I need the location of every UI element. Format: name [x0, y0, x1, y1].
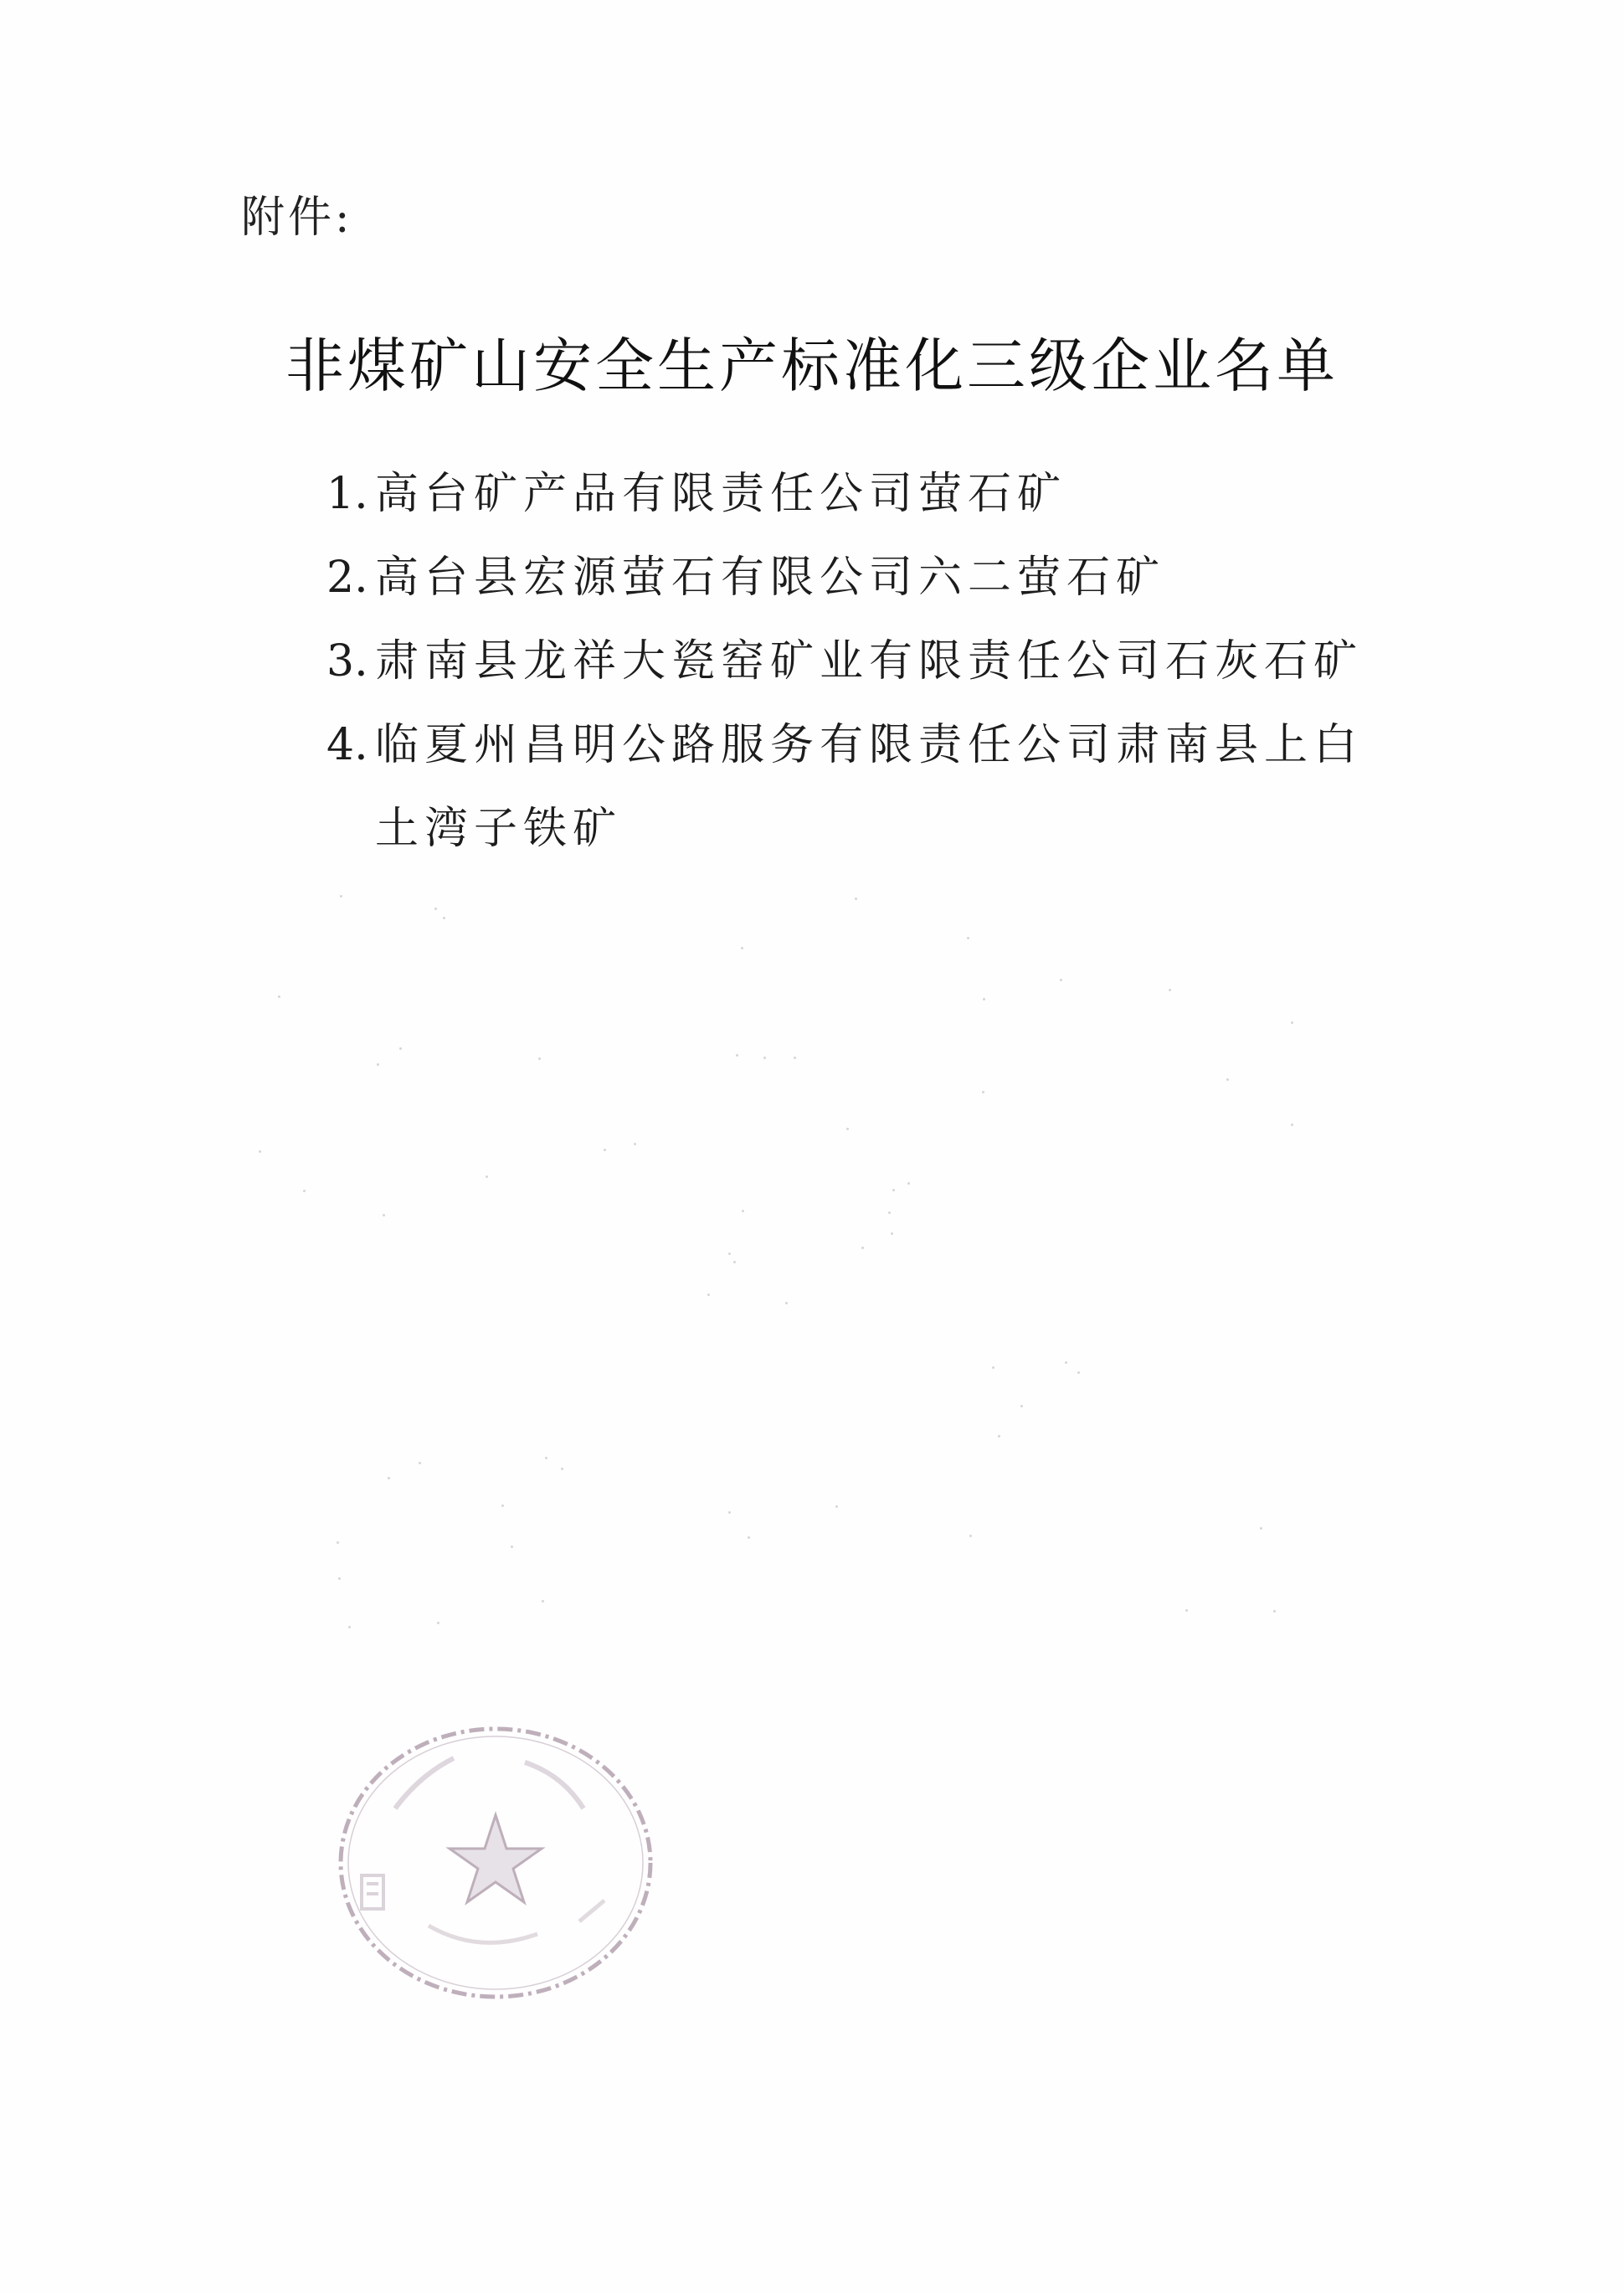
scan-speck	[545, 1457, 547, 1459]
list-item	[326, 620, 1390, 703]
list-item-text: 高台矿产品有限责任公司萤石矿	[375, 469, 1067, 519]
scan-speck	[340, 895, 342, 898]
scan-speck	[501, 1504, 504, 1507]
scan-speck	[1226, 1078, 1229, 1081]
list-item	[326, 703, 1390, 871]
scan-speck	[259, 1150, 261, 1153]
list-item-text: 高台县宏源萤石有限公司六二萤石矿	[375, 553, 1166, 603]
scan-speck	[907, 1182, 910, 1185]
scan-speck	[794, 1057, 796, 1059]
scan-speck	[434, 908, 437, 910]
scan-speck	[728, 1252, 731, 1255]
scan-speck	[707, 1294, 710, 1296]
scan-speck	[835, 1505, 838, 1508]
scan-speck	[511, 1546, 513, 1548]
scan-speck	[736, 1054, 738, 1057]
enterprise-list	[326, 452, 1390, 871]
scan-speck	[1185, 1609, 1188, 1612]
scan-speck	[846, 1128, 849, 1130]
scan-speck	[1060, 979, 1062, 981]
scan-speck	[983, 998, 985, 1000]
list-item-number: 3.	[326, 636, 368, 687]
scan-speck	[891, 1232, 893, 1235]
scan-speck	[785, 1302, 788, 1304]
list-item-number: 1.	[326, 469, 368, 519]
list-item-number: 4.	[326, 720, 368, 770]
list-item	[326, 536, 1390, 620]
scan-speck	[399, 1047, 402, 1050]
scan-speck	[741, 947, 743, 949]
scan-speck	[1169, 989, 1171, 991]
scan-speck	[992, 1366, 994, 1369]
scan-speck	[377, 1063, 379, 1066]
scan-speck	[303, 1190, 306, 1192]
list-item	[326, 452, 1390, 536]
scan-speck	[1065, 1361, 1067, 1364]
attachment-label: 附件:	[241, 193, 353, 243]
scan-speck	[337, 1541, 339, 1544]
scan-speck	[348, 1626, 351, 1628]
scan-speck	[1077, 1371, 1080, 1374]
scan-speck	[538, 1057, 541, 1060]
scan-speck	[634, 1143, 636, 1145]
scan-speck	[763, 1057, 766, 1059]
list-item-text: 肃南县龙祥大瓷窑矿业有限责任公司石灰石矿	[375, 636, 1364, 687]
scan-speck	[1260, 1527, 1262, 1530]
scan-speck	[388, 1477, 390, 1479]
list-item-number: 2.	[326, 553, 368, 603]
scan-speck	[561, 1468, 563, 1470]
document-title: 非煤矿山安全生产标准化三级企业名单	[285, 332, 1339, 400]
scan-speck	[861, 1247, 864, 1249]
scan-speck	[967, 937, 969, 939]
scan-speck	[728, 1511, 731, 1514]
scan-speck	[742, 1210, 744, 1212]
scan-speck	[888, 1211, 891, 1214]
scan-speck	[982, 1091, 984, 1093]
scan-speck	[486, 1175, 488, 1178]
scan-speck	[443, 917, 445, 919]
scan-speck	[969, 1535, 972, 1537]
scan-speck	[278, 995, 280, 998]
scan-speck	[419, 1462, 421, 1464]
official-seal-icon	[328, 1716, 663, 2009]
scan-speck	[855, 898, 857, 900]
scan-speck	[733, 1261, 736, 1263]
scan-speck	[383, 1214, 385, 1216]
scan-speck	[1291, 1124, 1293, 1126]
scan-speck	[998, 1435, 1000, 1438]
scan-speck	[542, 1600, 544, 1602]
scan-speck	[604, 1149, 606, 1151]
list-item-text: 临夏州昌明公路服务有限责任公司肃南县上白土湾子铁矿	[375, 720, 1364, 854]
scan-speck	[748, 1536, 750, 1539]
scan-speck	[1273, 1610, 1276, 1612]
scan-speck	[338, 1577, 341, 1580]
scan-speck	[1291, 1021, 1293, 1024]
scan-speck	[1020, 1405, 1023, 1407]
scan-speck	[437, 1622, 439, 1624]
scan-speck	[892, 1189, 895, 1191]
